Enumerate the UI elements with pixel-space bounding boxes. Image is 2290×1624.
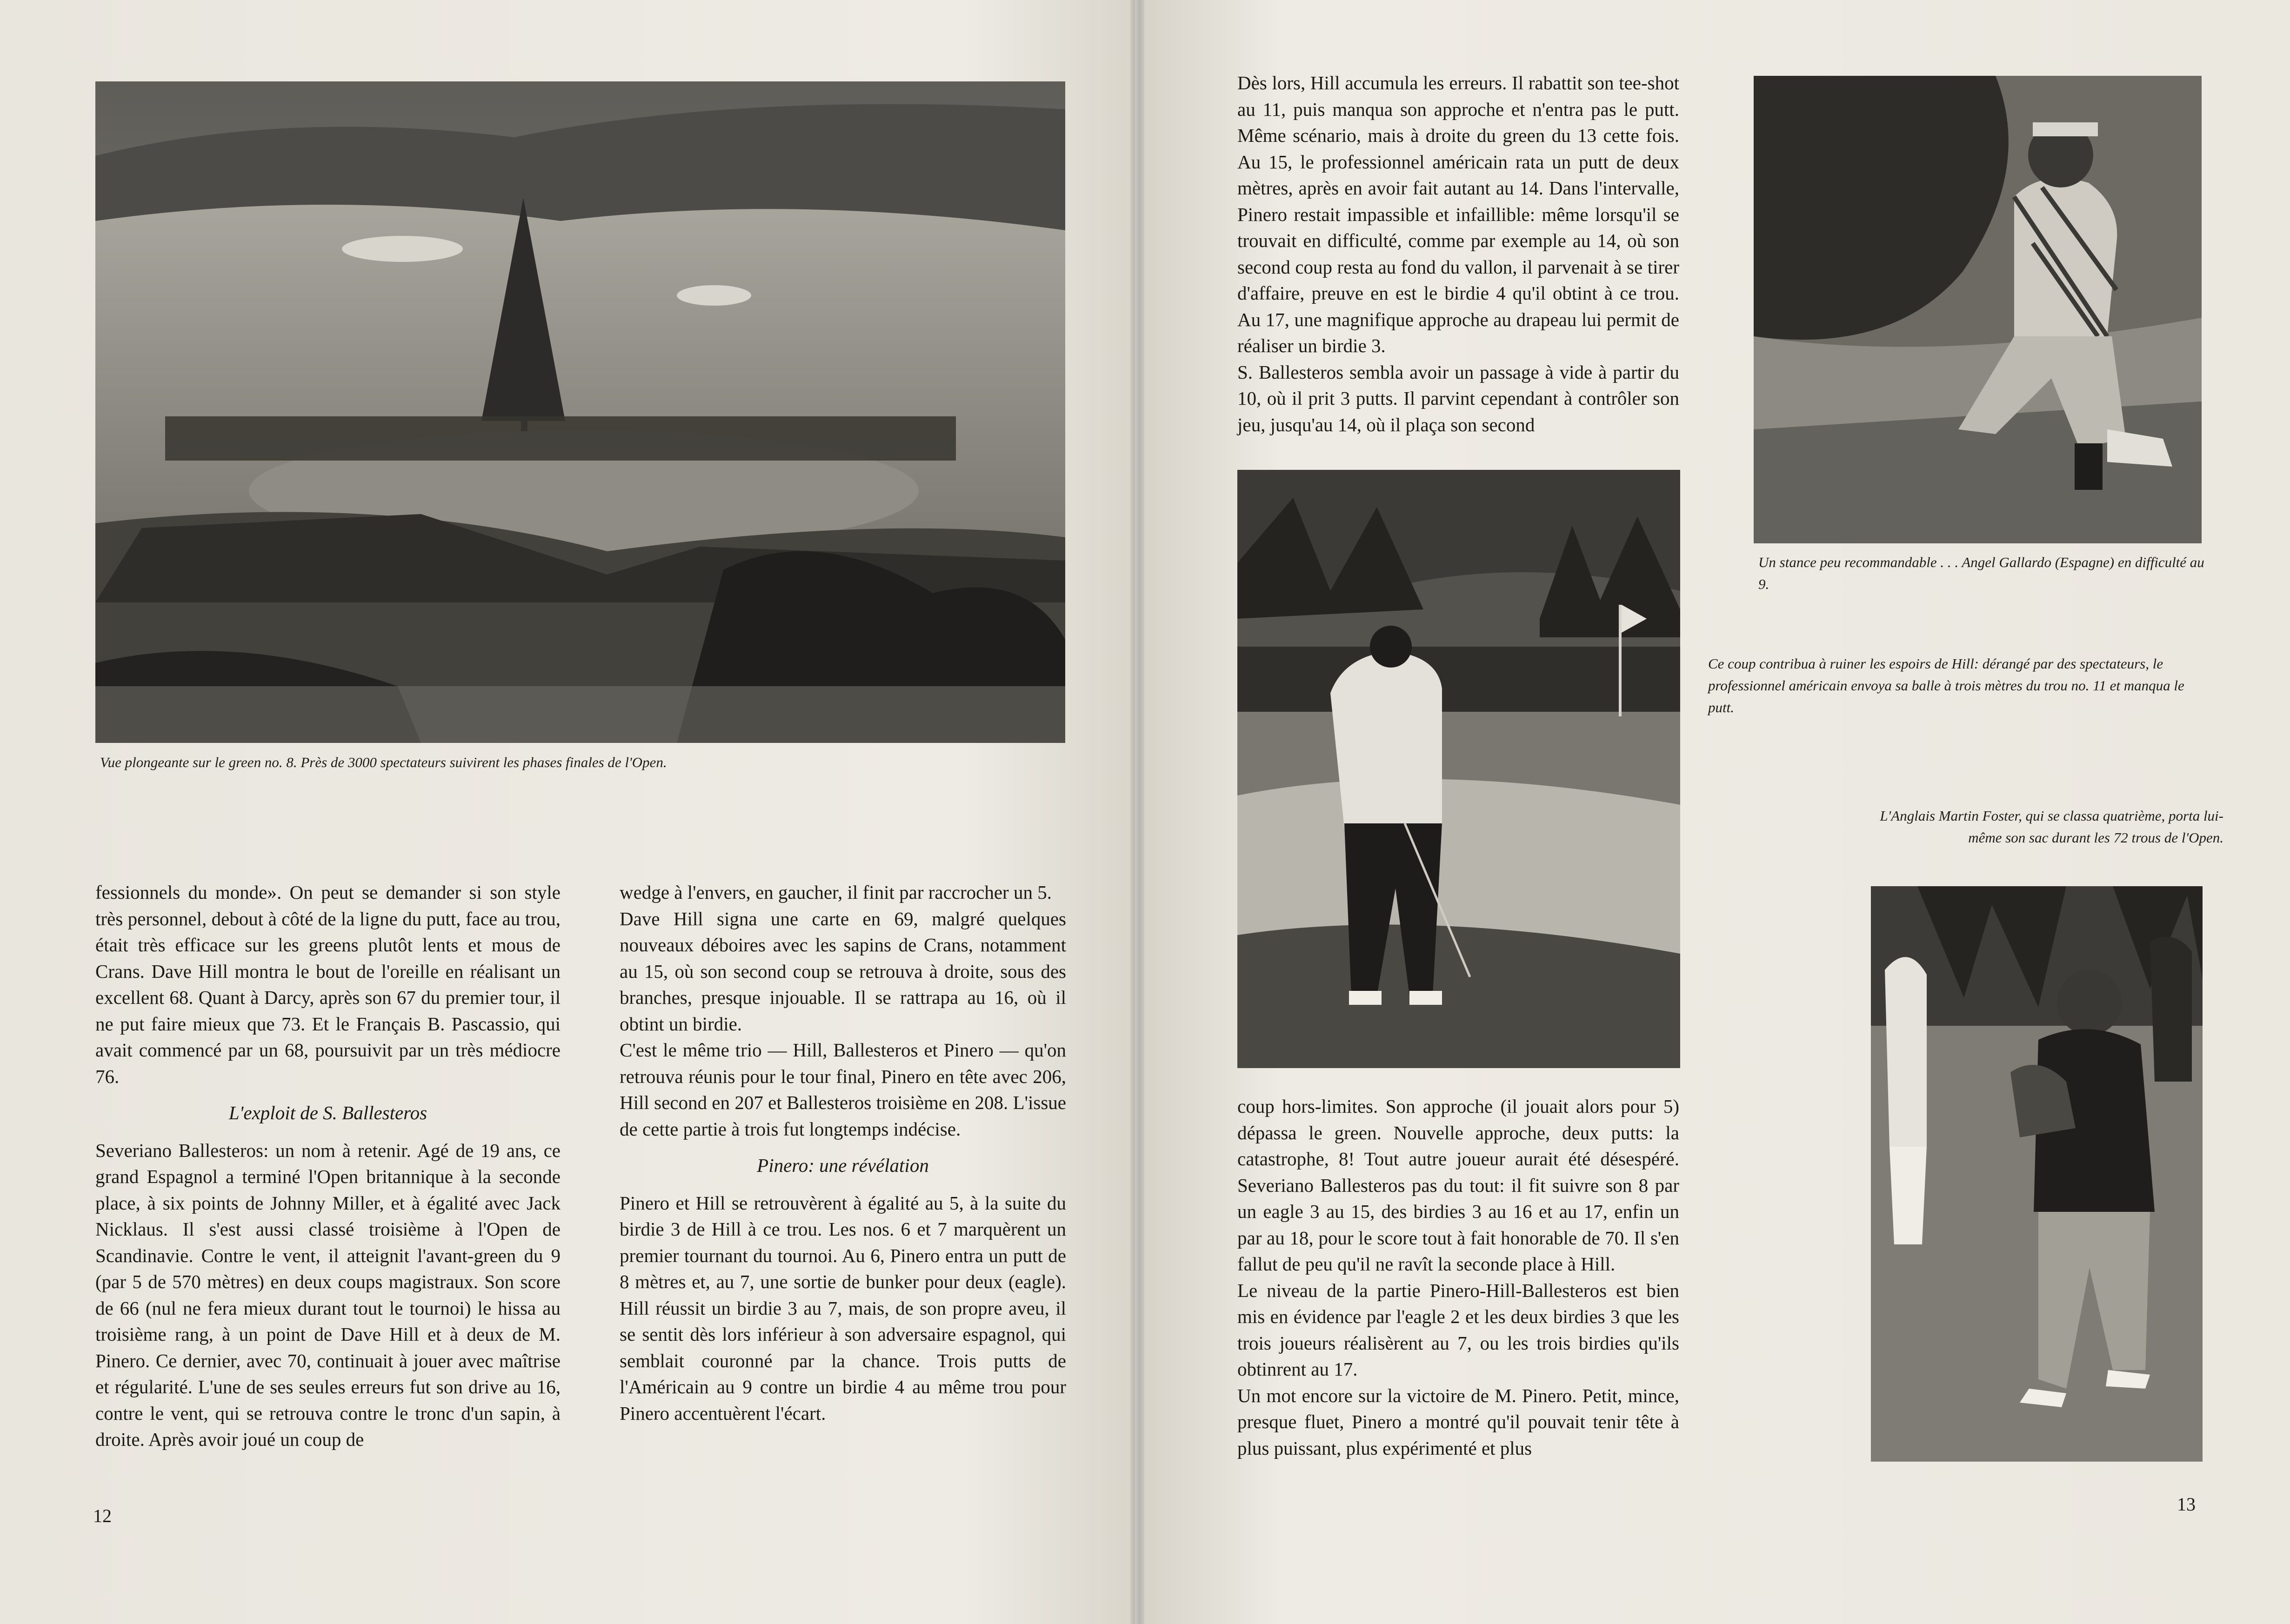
- photo-hill-caption: Ce coup contribua à ruiner les espoirs de Hill: dérangé par des spectateurs, le professionnel américain envoya sa balle à trois mètres du trou no. 11 et manqua le putt.: [1708, 655, 2184, 715]
- right-column-bottom: [1237, 1093, 1679, 1461]
- paragraph: Pinero et Hill se retrouvèrent à égalité au 5, à la suite du birdie 3 de Hill à ce trou. Les nos. 6 et 7 marquèrent un premier tournant du tournoi. Au 6, Pinero entra un putt de 8 mètres et, au 7, une sortie de bunker pour deux (eagle). Hill réussit un birdie 3 au 7, mais, de son propre aveu, il se sentit dès lors inférieur à son adversaire espagnol, qui semblait couronné par la chance. Trois putts de l'Américain au 9 contre un birdie 4 au même trou pour Pinero accentuèrent l'écart.: [620, 1192, 1066, 1424]
- photo-green-no-8: [95, 81, 1065, 743]
- page-number-right: 13: [2177, 1494, 2196, 1515]
- paragraph: S. Ballesteros sembla avoir un passage à vide à partir du 10, où il prit 3 putts. Il parvint cependant à contrôler son jeu, jusqu'au 14, où il plaça son second: [1237, 361, 1679, 435]
- paragraph: coup hors-limites. Son approche (il jouait alors pour 5) dépassa le green. Nouvelle approche, deux putts: la catastrophe, 8! Tout autre joueur aurait été désespéré. Severiano Ballesteros pas du tout: il fit suivre son 8 par un eagle 3 au 15, des birdies 3 au 16 et au 17, enfin un par au 18, pour le score tout à fait honorable de 70. Il s'en fallut de peu qu'il ne ravît la seconde place à Hill.: [1237, 1096, 1679, 1275]
- left-page: [0, 0, 1135, 1624]
- photo-gallardo: [1754, 76, 2202, 543]
- right-column-top: [1237, 70, 1679, 438]
- photo-martin-foster: [1871, 886, 2203, 1462]
- left-column-2: [620, 879, 1066, 1426]
- section-heading-pinero: Pinero: une révélation: [757, 1155, 929, 1176]
- paragraph: Le niveau de la partie Pinero-Hill-Ballesteros est bien mis en évidence par l'eagle 2 et les deux birdies 3 que les trois joueurs réalisèrent au 7, ou les trois birdies qu'ils obtinrent au 17.: [1237, 1279, 1679, 1380]
- page-number-left: 12: [93, 1505, 112, 1526]
- paragraph: wedge à l'envers, en gaucher, il finit par raccrocher un 5.: [620, 882, 1052, 903]
- section-heading-ballesteros: L'exploit de S. Ballesteros: [228, 1102, 427, 1123]
- left-column-1: [95, 879, 561, 1453]
- paragraph: Un mot encore sur la victoire de M. Pinero. Petit, mince, presque fluet, Pinero a montré qu'il pouvait tenir tête à plus puissant, plus expérimenté et plus: [1237, 1384, 1679, 1459]
- photo-foster-caption: L'Anglais Martin Foster, qui se classa quatrième, porta lui-même son sac durant les 72 trous de l'Open.: [1880, 808, 2223, 846]
- paragraph: Dave Hill signa une carte en 69, malgré quelques nouveaux déboires avec les sapins de Crans, notamment au 15, où son second coup se retrouva à droite, sous des branches, presque injouable. Il se rattrapa au 16, où il obtint un birdie.: [620, 908, 1066, 1035]
- paragraph: Severiano Ballesteros: un nom à retenir. Agé de 19 ans, ce grand Espagnol a terminé l'Open britannique à la seconde place, à six points de Johnny Miller, et à égalité avec Jack Nicklaus. Il s'est aussi classé troisième à l'Open de Scandinavie. Contre le vent, il atteignit l'avant-green du 9 (par 5 de 570 mètres) en deux coups magistraux. Son score de 66 (nul ne fera mieux durant tout le tournoi) le hissa au troisième rang, à un point de Dave Hill et à deux de M. Pinero. Ce dernier, avec 70, continuait à jouer avec maîtrise et régularité. L'une de ses seules erreurs fut son drive au 16, contre le vent, qui se retrouva contre le tronc d'un sapin, à droite. Après avoir joué un coup de: [95, 1139, 561, 1450]
- photo-gallardo-caption: Un stance peu recommandable . . . Angel Gallardo (Espagne) en difficulté au 9.: [1758, 554, 2204, 592]
- paragraph: C'est le même trio — Hill, Ballesteros et Pinero — qu'on retrouva réunis pour le tour final, Pinero en tête avec 206, Hill second en 207 et Ballesteros troisième en 208. L'issue de cette partie à trois fut longtemps indécise.: [620, 1039, 1066, 1140]
- photo-hill-bunker: [1237, 470, 1680, 1068]
- paragraph: fessionnels du monde». On peut se demander si son style très personnel, debout à côté de la ligne du putt, face au trou, était très efficace sur les greens plutôt lents et mous de Crans. Dave Hill montra le bout de l'oreille en réalisant un excellent 68. Quant à Darcy, après son 67 du premier tour, il ne put faire mieux que 73. Et le Français B. Pascassio, qui avait commencé par un 68, poursuivit par un très médiocre 76.: [95, 882, 561, 1087]
- photo-green-caption: Vue plongeante sur le green no. 8. Près de 3000 spectateurs suivirent les phases finales de l'Open.: [100, 754, 667, 770]
- right-page: [1144, 0, 2290, 1624]
- paragraph: Dès lors, Hill accumula les erreurs. Il rabattit son tee-shot au 11, puis manqua son approche et n'entra pas le putt. Même scénario, mais à droite du green du 13 cette fois. Au 15, le professionnel américain rata un putt de deux mètres, après en avoir fait autant au 14. Dans l'intervalle, Pinero restait impassible et infaillible: même lorsqu'il se trouvait en difficulté, comme par exemple au 14, où son second coup resta au fond du vallon, il parvenait à se tirer d'affaire, preuve en est le birdie 4 qu'il obtint à ce trou. Au 17, une magnifique approche au drapeau lui permit de réaliser un birdie 3.: [1237, 72, 1679, 356]
